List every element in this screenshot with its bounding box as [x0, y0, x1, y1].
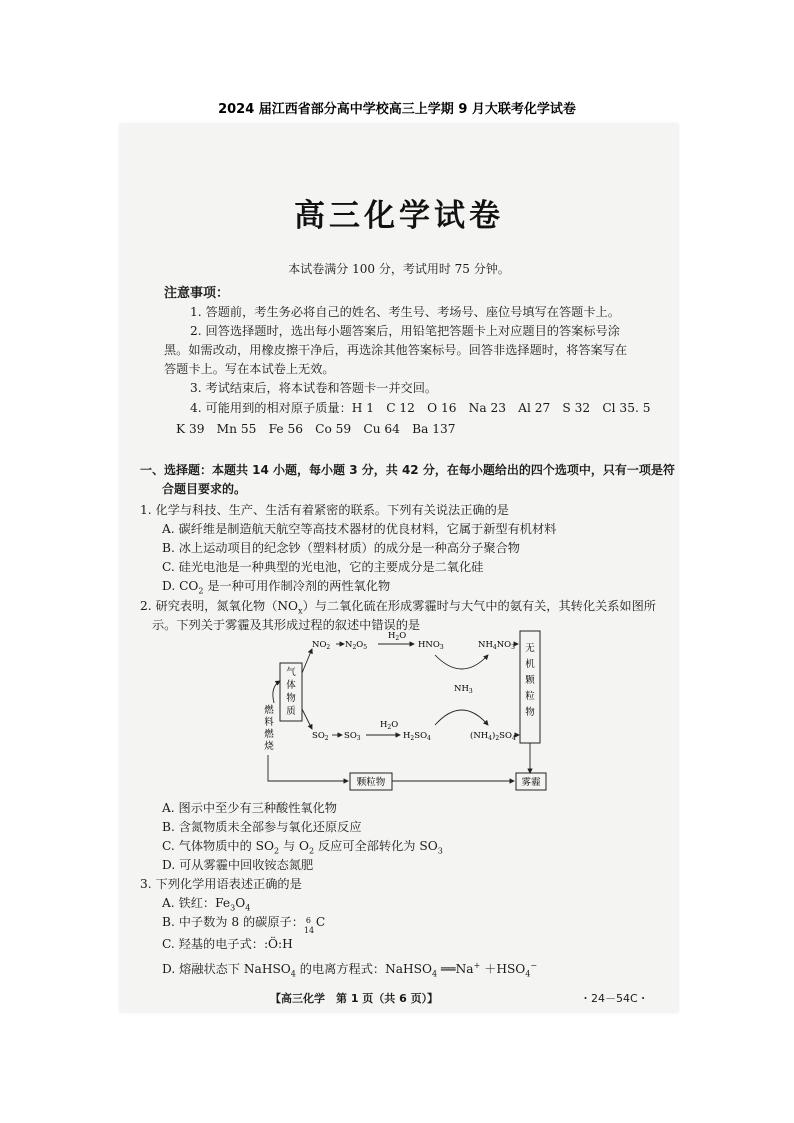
q3-option-a: A. 铁红：$Fe_3O_4$ — [162, 896, 251, 913]
notice-line-5: 3. 考试结束后，将本试卷和答题卡一并交回。 — [190, 381, 438, 395]
q2-option-a: A. 图示中至少有三种酸性氧化物 — [162, 801, 337, 815]
notice-heading: 注意事项： — [164, 286, 230, 301]
q1-option-b: B. 冰上运动项目的纪念钞（塑料材质）的成分是一种高分子聚合物 — [162, 541, 520, 555]
notice-line-2: 2. 回答选择题时，选出每小题答案后，用铅笔把答题卡上对应题目的答案标号涂 — [190, 324, 620, 338]
particles-label: 颗粒物 — [356, 777, 386, 788]
h2so4-label: $H_2SO_4$ — [403, 731, 431, 742]
no2-label: $NO_2$ — [312, 640, 331, 651]
nh42so4-label: $(NH_4)_2SO_4$ — [470, 731, 516, 742]
section-heading-line-1: 一、选择题：本题共 14 小题，每小题 3 分，共 42 分，在每小题给出的四个选项中，只有一项是符 — [140, 463, 675, 477]
document-header: 2024 届江西省部分高中学校高三上学期 9 月大联考化学试卷 — [218, 102, 576, 117]
inorganic-box-char-4: 粒 — [525, 691, 535, 702]
gas-to-no2-arrow — [302, 649, 312, 673]
q2-stem-line-1: 2. 研究表明，氮氧化物$(NO_x)$与二氧化硫在形成雾霾时与大气中的氨有关，其转化关系如图所 — [140, 599, 656, 616]
h2o-top-label: $H_2O$ — [388, 631, 407, 642]
inorganic-box-char-2: 机 — [525, 659, 535, 670]
hydroxyl-electron-formula: :Ö:H — [263, 937, 293, 951]
page-footer: 【高三化学 第 1 页（共 6 页）】 — [270, 992, 439, 1005]
haze-label: 雾霾 — [521, 777, 541, 788]
gas-to-so2-arrow — [302, 709, 312, 729]
so3-label: $SO_3$ — [344, 731, 361, 742]
fuel-to-particles-line — [268, 755, 348, 781]
gas-box-char-3: 物 — [286, 693, 296, 704]
fuel-label-char-3: 燃 — [264, 729, 274, 740]
q1-stem: 1. 化学与科技、生产、生活有着紧密的联系。下列有关说法正确的是 — [140, 503, 509, 517]
q3-option-d: D. 熔融状态下 NaHSO$_4$ 的电离方程式：NaHSO$_4$ ══Na+ $+HSO_4^-$ — [162, 961, 538, 979]
notice-line-1: 1. 答题前，考生务必将自己的姓名、考生号、考场号、座位号填写在答题卡上。 — [190, 305, 620, 319]
q3-option-b: B. 中子数为 8 的碳原子： 6 14 C — [162, 915, 326, 935]
gas-box-char-1: 气 — [286, 667, 296, 678]
haze-formation-diagram — [260, 631, 550, 795]
inorganic-box-char-3: 颗 — [525, 675, 535, 686]
fuel-to-gas-arrow — [273, 681, 280, 703]
exam-title: 高三化学试卷 — [294, 198, 504, 234]
notice-line-3: 黑。如需改动，用橡皮擦干净后，再选涂其他答案标号。回答非选择题时，将答案写在 — [164, 343, 628, 357]
q1-option-d: D. $CO_2$ 是一种可用作制冷剂的两性氧化物 — [162, 579, 391, 596]
h2so4-nh3-curve — [435, 710, 488, 725]
inorganic-box-char-1: 无 — [525, 643, 535, 654]
notice-line-4: 答题卡上。写在本试卷上无效。 — [164, 362, 335, 376]
exam-code: ・24－54C・ — [580, 992, 649, 1005]
n2o5-label: $N_2O_5$ — [345, 640, 368, 651]
fuel-label-char-1: 燃 — [264, 705, 274, 716]
section-heading-line-2: 合题目要求的。 — [162, 482, 247, 496]
fuel-label-char-2: 料 — [264, 717, 274, 728]
nh4no3-label: $NH_4NO_3$ — [478, 640, 515, 651]
so2-label: $SO_2$ — [312, 731, 329, 742]
hno3-label: $HNO_3$ — [418, 640, 444, 651]
fuel-label-char-4: 烧 — [264, 741, 274, 752]
exam-subtitle: 本试卷满分 100 分，考试用时 75 分钟。 — [288, 262, 510, 276]
gas-box-char-4: 质 — [286, 706, 296, 717]
q3-option-c: C. 羟基的电子式：:Ö:H — [162, 937, 293, 951]
q1-option-c: C. 硅光电池是一种典型的光电池，它的主要成分是二氧化硅 — [162, 560, 484, 574]
q1-option-a: A. 碳纤维是制造航天航空等高技术器材的优良材料，它属于新型有机材料 — [162, 522, 557, 536]
q3-stem: 3. 下列化学用语表述正确的是 — [140, 877, 302, 891]
inorganic-box-char-5: 物 — [525, 707, 535, 718]
exam-page-scan — [120, 124, 678, 1012]
q2-option-b: B. 含氮物质未全部参与氧化还原反应 — [162, 820, 362, 834]
h2o-bottom-label: $H_2O$ — [380, 720, 399, 731]
hno3-nh3-curve — [435, 655, 488, 669]
gas-box-char-2: 体 — [286, 680, 296, 691]
nh3-label: $NH_3$ — [454, 684, 473, 695]
notice-line-6: 4. 可能用到的相对原子质量：H 1 C 12 O 16 Na 23 Al 27 S 32 Cl 35. 5 — [190, 401, 651, 415]
q2-option-c: C. 气体物质中的 $SO_2$ 与 $O_2$ 反应可全部转化为 $SO_3$ — [162, 839, 443, 856]
q2-stem-line-2: 示。下列关于雾霾及其形成过程的叙述中错误的是 — [152, 618, 421, 632]
q2-option-d: D. 可从雾霾中回收铵态氮肥 — [162, 858, 314, 872]
notice-line-7: K 39 Mn 55 Fe 56 Co 59 Cu 64 Ba 137 — [176, 422, 456, 436]
